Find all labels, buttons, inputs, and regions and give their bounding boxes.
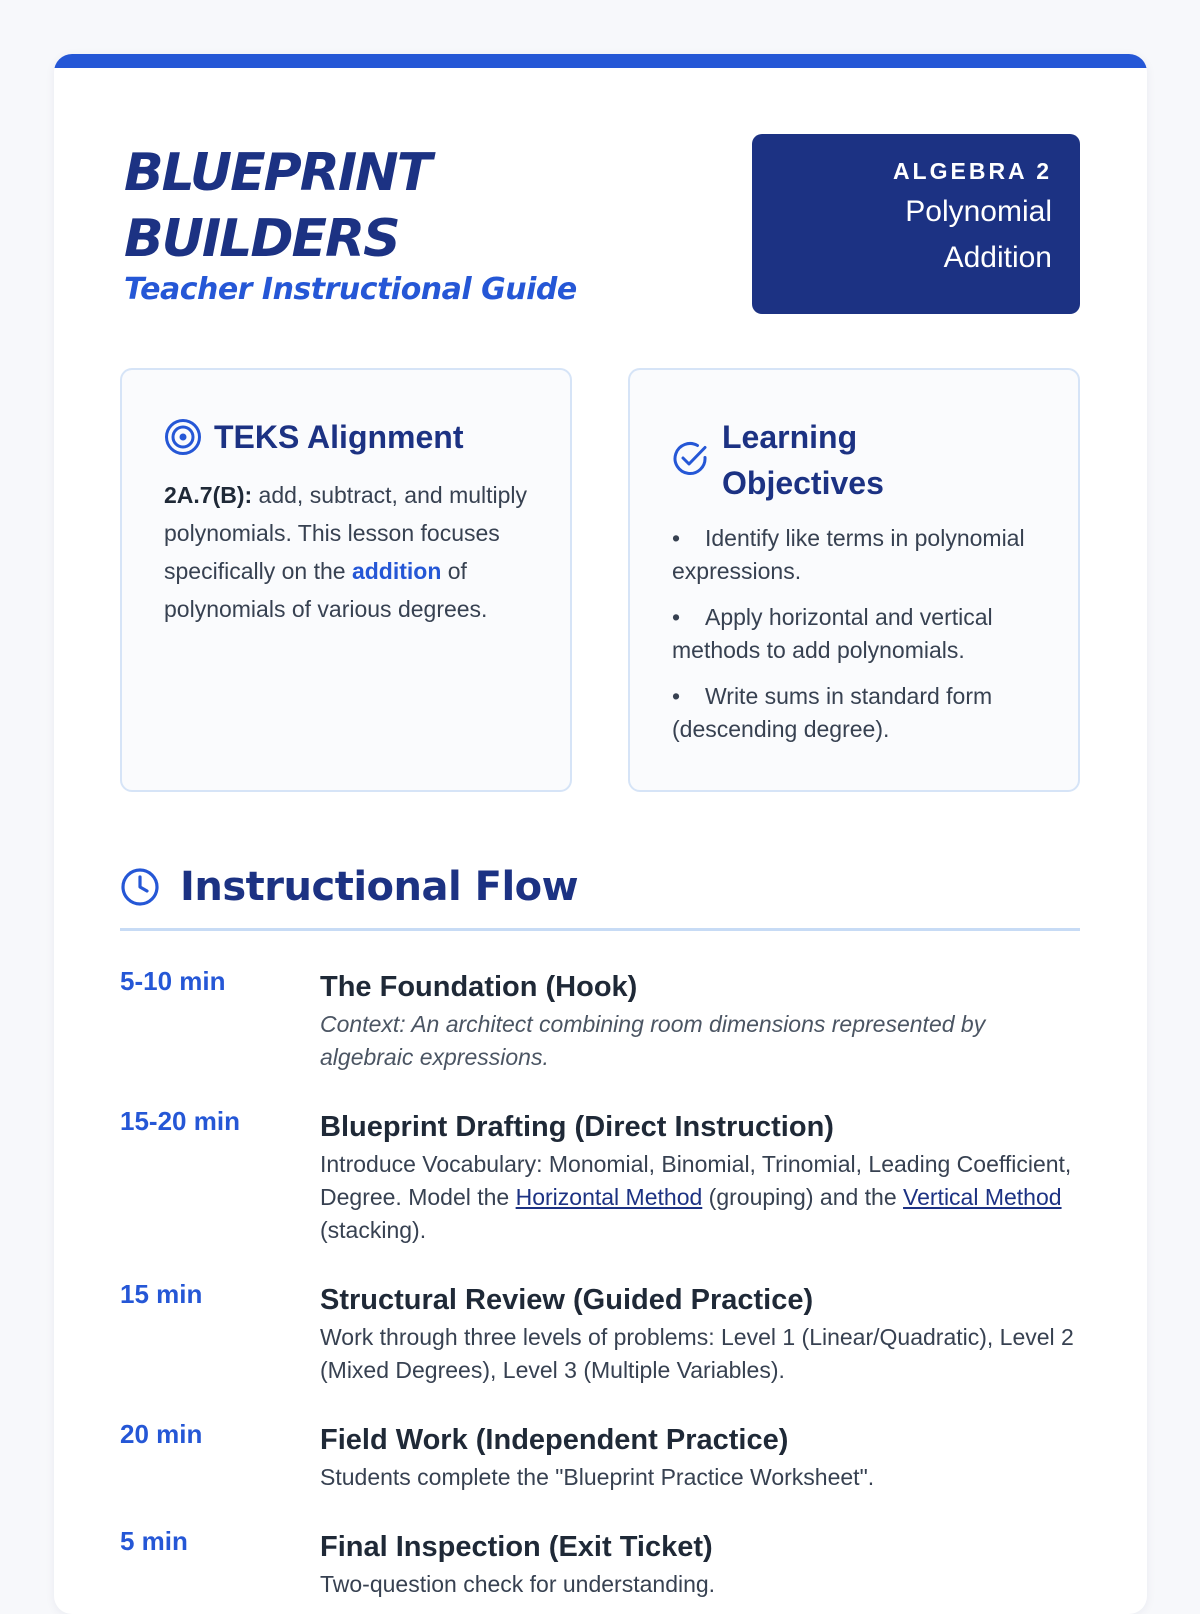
- bullet-icon: •: [672, 525, 681, 551]
- objective-item: [672, 680, 1042, 746]
- teks-text-1: add, subtract, and multiply polynomials. This lesson focuses specifically on the: [164, 482, 528, 584]
- flow-time: 5 min: [120, 1526, 188, 1556]
- flow-title: Instructional Flow: [180, 864, 579, 910]
- flow-step-desc: [320, 1148, 1080, 1247]
- badge-topic-line-1: Polynomial: [905, 195, 1052, 228]
- target-icon: [164, 418, 202, 456]
- objective-item: [672, 601, 1042, 667]
- teks-alignment-box: [120, 368, 572, 792]
- badge-course: ALGEBRA 2: [892, 158, 1052, 184]
- bullet-icon: •: [672, 683, 681, 709]
- teks-highlight: addition: [351, 558, 442, 584]
- title-line-1: BLUEPRINT: [124, 143, 431, 203]
- title-block: [124, 140, 577, 307]
- page-title: [124, 140, 577, 272]
- instructional-flow-header: [120, 864, 578, 910]
- horizontal-method-link[interactable]: Horizontal Method: [515, 1184, 703, 1210]
- flow-step-title: Blueprint Drafting (Direct Instruction): [320, 1111, 834, 1143]
- title-line-2: BUILDERS: [124, 209, 399, 269]
- course-badge: [752, 134, 1080, 314]
- objectives-list: [672, 522, 1042, 759]
- page-subtitle: Teacher Instructional Guide: [124, 272, 577, 307]
- teks-title: TEKS Alignment: [214, 419, 464, 455]
- objectives-title-line-2: Objectives: [722, 465, 884, 501]
- bullet-icon: •: [672, 604, 681, 630]
- clock-icon: [120, 867, 160, 907]
- flow-step-title: Final Inspection (Exit Ticket): [320, 1531, 713, 1563]
- teks-text-2: of polynomials of various degrees.: [164, 558, 488, 622]
- flow-time: 20 min: [120, 1419, 203, 1449]
- flow-step-desc: Context: An architect combining room dimensions represented by algebraic expressions.: [320, 1011, 986, 1070]
- badge-topic-line-2: Addition: [943, 241, 1052, 274]
- objectives-title-line-1: Learning: [722, 419, 858, 455]
- badge-topic: [752, 189, 1052, 281]
- flow-step-title: The Foundation (Hook): [320, 971, 638, 1003]
- flow-content: [320, 1526, 1080, 1601]
- objective-text: Write sums in standard form (descending degree).: [672, 683, 993, 742]
- flow-content: [320, 1106, 1080, 1247]
- teks-header: [164, 414, 463, 460]
- flow-content: [320, 1279, 1080, 1387]
- flow-step-desc: Work through three levels of problems: Level 1 (Linear/Quadratic), Level 2 (Mixed Degrees), Level 3 (Multiple Variables).: [320, 1324, 1074, 1383]
- desc-text-3: (stacking).: [320, 1217, 427, 1243]
- objectives-header: [672, 414, 884, 506]
- flow-step-title: Structural Review (Guided Practice): [320, 1284, 814, 1316]
- check-circle-icon: [672, 440, 710, 478]
- flow-step-desc: Students complete the "Blueprint Practice Worksheet".: [320, 1464, 875, 1490]
- desc-text-1: Introduce Vocabulary: Monomial, Binomial, Trinomial, Leading Coefficient, Degree. Model the: [320, 1151, 1072, 1210]
- objective-item: [672, 522, 1042, 588]
- teks-code: 2A.7(B):: [164, 482, 253, 508]
- teks-description: [164, 476, 536, 628]
- top-accent-bar: [54, 54, 1147, 68]
- flow-content: [320, 1419, 1080, 1494]
- vertical-method-link[interactable]: Vertical Method: [903, 1184, 1062, 1210]
- flow-step-title: Field Work (Independent Practice): [320, 1424, 789, 1456]
- flow-content: [320, 966, 1080, 1074]
- guide-card: [54, 54, 1147, 1614]
- objective-text: Identify like terms in polynomial expressions.: [672, 525, 1025, 584]
- flow-step-desc: Two-question check for understanding.: [320, 1571, 716, 1597]
- objectives-title: [722, 414, 884, 506]
- flow-time: 15-20 min: [120, 1106, 240, 1136]
- flow-divider: [120, 928, 1080, 931]
- flow-time: 5-10 min: [120, 966, 226, 996]
- learning-objectives-box: [628, 368, 1080, 792]
- desc-text-2: (grouping) and the: [702, 1184, 904, 1210]
- flow-time: 15 min: [120, 1279, 203, 1309]
- objective-text: Apply horizontal and vertical methods to add polynomials.: [672, 604, 993, 663]
